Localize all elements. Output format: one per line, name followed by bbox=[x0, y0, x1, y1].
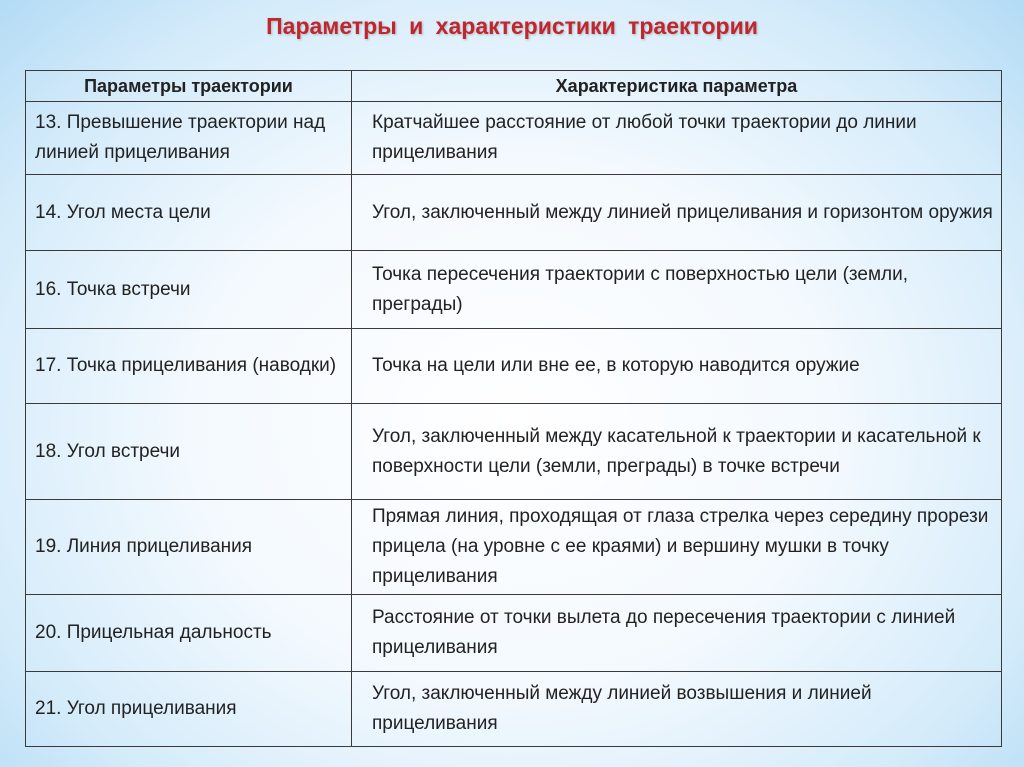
characteristic-cell: Точка на цели или вне ее, в которую наводится оружие bbox=[352, 329, 1002, 404]
slide-title: Параметры и характеристики траектории bbox=[266, 13, 758, 39]
parameter-cell: 18. Угол встречи bbox=[26, 404, 352, 500]
table-row bbox=[26, 102, 1002, 175]
header-characteristic: Характеристика параметра bbox=[352, 71, 1002, 102]
table-row bbox=[26, 404, 1002, 500]
table-header-row bbox=[26, 71, 1002, 102]
characteristic-cell: Угол, заключенный между касательной к траектории и касательной к поверхности цели (земли, преграды) в точке встречи bbox=[352, 404, 1002, 500]
table-row bbox=[26, 672, 1002, 747]
characteristic-cell: Кратчайшее расстояние от любой точки траектории до линии прицеливания bbox=[352, 102, 1002, 175]
parameters-table bbox=[25, 70, 1002, 747]
table-row bbox=[26, 175, 1002, 251]
table-row bbox=[26, 595, 1002, 672]
characteristic-cell: Расстояние от точки вылета до пересечения траектории с линией прицеливания bbox=[352, 595, 1002, 672]
characteristic-cell: Угол, заключенный между линией возвышения и линией прицеливания bbox=[352, 672, 1002, 747]
characteristic-cell: Точка пересечения траектории с поверхностью цели (земли, преграды) bbox=[352, 251, 1002, 329]
parameter-cell: 16. Точка встречи bbox=[26, 251, 352, 329]
table-row bbox=[26, 329, 1002, 404]
parameter-cell: 19. Линия прицеливания bbox=[26, 500, 352, 595]
table-row bbox=[26, 251, 1002, 329]
characteristic-cell: Прямая линия, проходящая от глаза стрелка через середину прорези прицела (на уровне с ее краями) и вершину мушки в точку прицеливания bbox=[352, 500, 1002, 595]
parameter-cell: 14. Угол места цели bbox=[26, 175, 352, 251]
header-parameters: Параметры траектории bbox=[26, 71, 352, 102]
table-row bbox=[26, 500, 1002, 595]
parameter-cell: 17. Точка прицеливания (наводки) bbox=[26, 329, 352, 404]
parameter-cell: 20. Прицельная дальность bbox=[26, 595, 352, 672]
parameter-cell: 21. Угол прицеливания bbox=[26, 672, 352, 747]
characteristic-cell: Угол, заключенный между линией прицеливания и горизонтом оружия bbox=[352, 175, 1002, 251]
parameter-cell: 13. Превышение траектории над линией прицеливания bbox=[26, 102, 352, 175]
